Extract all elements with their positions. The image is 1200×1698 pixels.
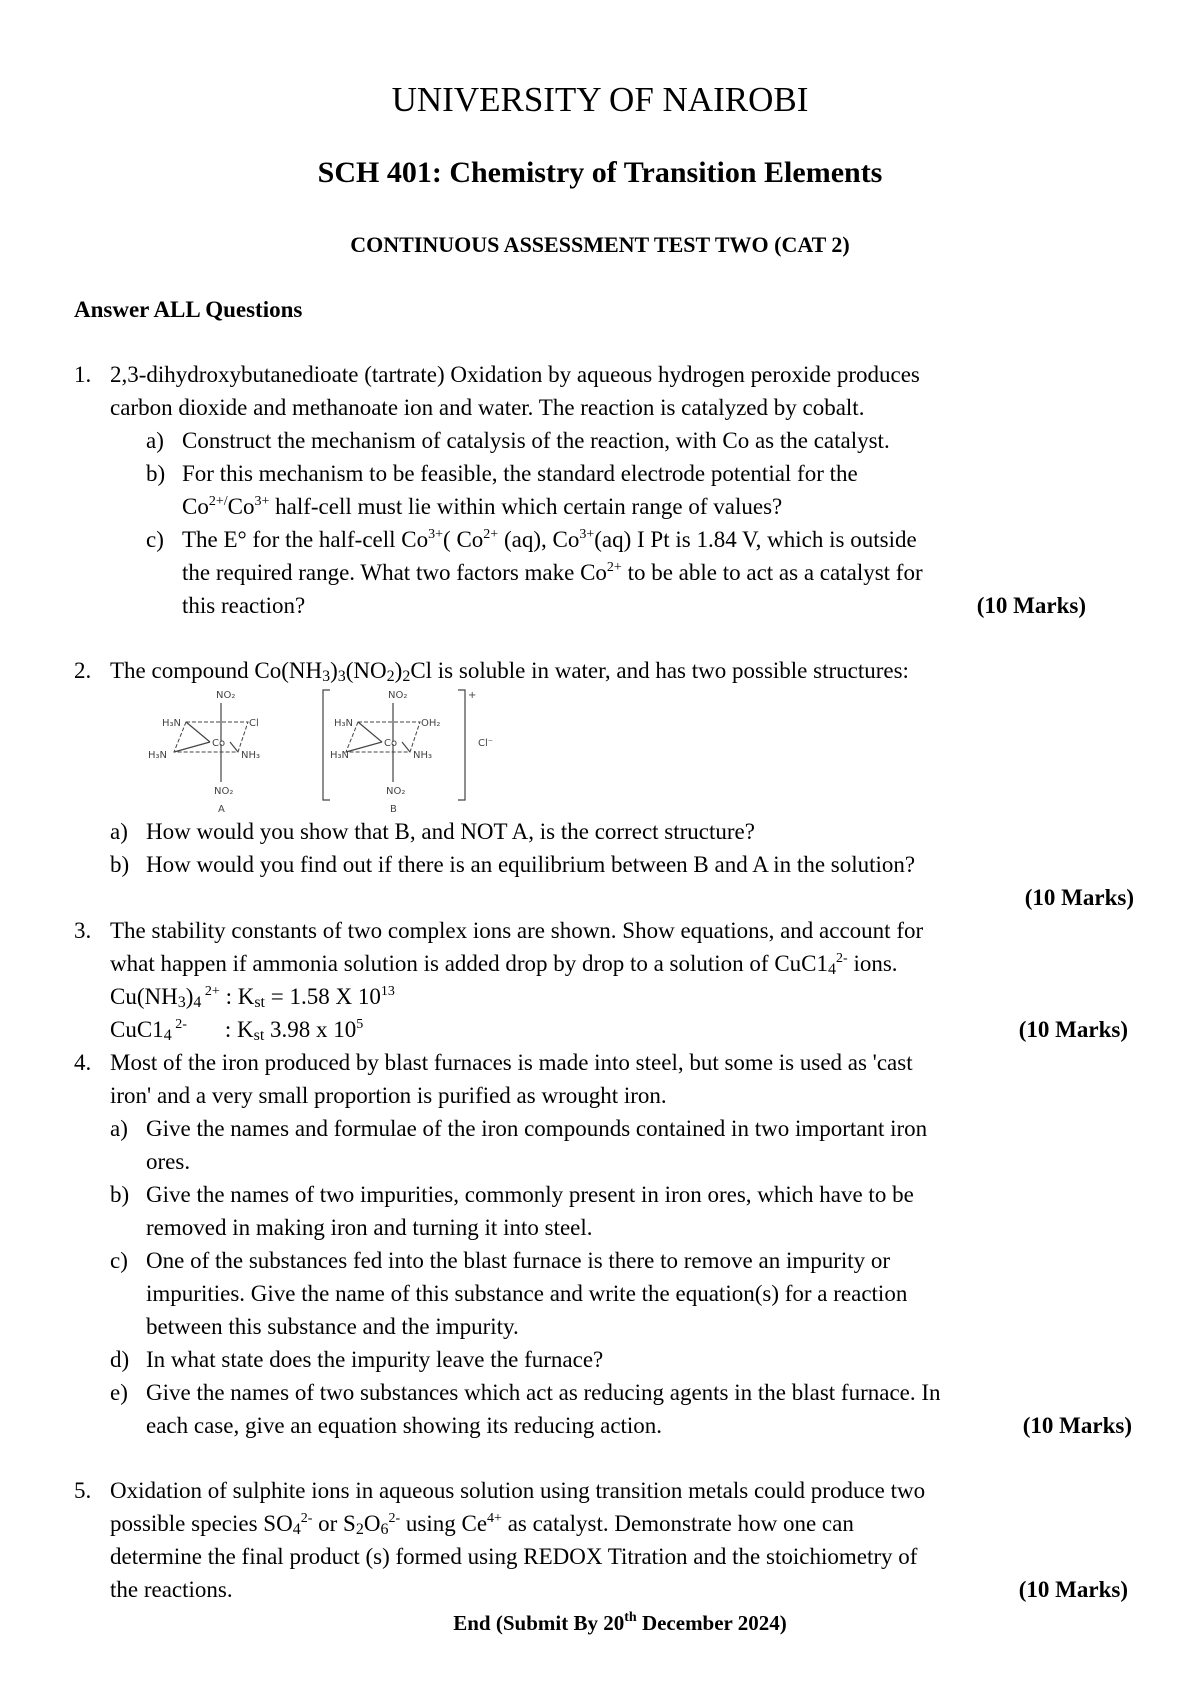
q1-number: 1.	[74, 362, 92, 387]
q1-line-1: 2,3-dihydroxybutanedioate (tartrate) Oxidation by aqueous hydrogen peroxide produces	[110, 362, 920, 387]
q4c-line-3: between this substance and the impurity.	[146, 1314, 519, 1339]
b-charge: +	[468, 690, 477, 701]
b-no2-bottom: NO₂	[386, 786, 406, 797]
q1c-label: c)	[146, 527, 164, 552]
q3-equation-1: $Cu(NH_3)_4$ $^{2+}$ : $K_{st} = 1.58$ X $10^{13}$	[110, 984, 395, 1011]
q2-marks: (10 Marks)	[1024, 885, 1134, 910]
q4e-line-2: each case, give an equation showing its reducing action.	[146, 1413, 663, 1438]
structure-b	[323, 690, 493, 814]
q4c-line-2: impurities. Give the name of this substance and write the equation(s) for a reaction	[146, 1281, 908, 1306]
q5-line-4: the reactions.	[110, 1577, 233, 1602]
b-co: Co	[384, 738, 398, 749]
q3-equation-2: $CuC1_4$ $^{2-}$ : $K_{st}$ 3.98 x $10^5$	[110, 1017, 364, 1044]
q5-line-3: determine the final product (s) formed using REDOX Titration and the stoichiometry of	[110, 1544, 918, 1569]
q1a-text: Construct the mechanism of catalysis of the reaction, with Co as the catalyst.	[182, 428, 890, 453]
structure-a	[148, 690, 260, 814]
q3-marks: (10 Marks)	[1018, 1017, 1128, 1042]
q4e-line-1: Give the names of two substances which act as reducing agents in the blast furnace. In	[146, 1380, 941, 1405]
a-cl: Cl	[249, 718, 259, 729]
q1b-label: b)	[146, 461, 166, 486]
a-no2-bottom: NO₂	[214, 786, 234, 797]
b-h3n-upper: H₃N	[334, 718, 354, 729]
a-label: A	[218, 804, 225, 814]
q4b-line-1: Give the names of two impurities, commonly present in iron ores, which have to be	[146, 1182, 914, 1207]
q4c-label: c)	[110, 1248, 128, 1273]
q1c-line-3: this reaction?	[182, 593, 306, 618]
submission-deadline: End (Submit By 20th December 2024)	[453, 1610, 787, 1635]
a-no2-top: NO₂	[216, 690, 236, 701]
q1b-line-1: For this mechanism to be feasible, the standard electrode potential for the	[182, 461, 858, 486]
q4b-label: b)	[110, 1182, 130, 1207]
q2-line-1: The compound $Co(NH_3)_3(NO_2)_2Cl$ is soluble in water, and has two possible structures:	[110, 658, 909, 685]
q2b-text: How would you find out if there is an equilibrium between B and A in the solution?	[146, 852, 916, 877]
b-no2-top: NO₂	[388, 690, 408, 701]
q1a-label: a)	[146, 428, 164, 453]
a-h3n-upper: H₃N	[162, 718, 182, 729]
b-counter-ion: Cl⁻	[478, 738, 494, 749]
b-h3n-lower: H₃N	[330, 750, 350, 761]
a-co: Co	[212, 738, 226, 749]
q3-line-2: what happen if ammonia solution is added drop by drop to a solution of $CuC1_4^{2-}$ ions.	[110, 951, 898, 978]
q2-number: 2.	[74, 658, 92, 683]
q4a-line-1: Give the names and formulae of the iron compounds contained in two important iron	[146, 1116, 928, 1141]
q1c-line-1: The E° for the half-cell $Co^{3+}$( $Co^{2+}$ (aq), $Co^{3+}(aq)$ I Pt is 1.84 V, which is outside	[182, 527, 917, 552]
q4a-line-2: ores.	[146, 1149, 191, 1174]
q4b-line-2: removed in making iron and turning it into steel.	[146, 1215, 593, 1240]
q4d-text: In what state does the impurity leave the furnace?	[146, 1347, 604, 1372]
q4-line-1: Most of the iron produced by blast furnaces is made into steel, but some is used as 'cast	[110, 1050, 913, 1075]
b-label: B	[390, 804, 397, 814]
b-nh3: NH₃	[413, 750, 433, 761]
b-oh2: OH₂	[421, 718, 441, 729]
q2b-label: b)	[110, 852, 130, 877]
a-nh3: NH₃	[241, 750, 261, 761]
q4-number: 4.	[74, 1050, 92, 1075]
q4-line-2: iron' and a very small proportion is purified as wrought iron.	[110, 1083, 667, 1108]
structures-figure	[148, 686, 528, 814]
course-title: SCH 401: Chemistry of Transition Elements	[317, 156, 883, 189]
q4a-label: a)	[110, 1116, 128, 1141]
q1b-line-2: $Co^{2+/}Co^{3+}$ half-cell must lie within which certain range of values?	[182, 494, 783, 519]
q5-line-1: Oxidation of sulphite ions in aqueous solution using transition metals could produce two	[110, 1478, 926, 1503]
q4-marks: (10 Marks)	[1022, 1413, 1132, 1438]
q2a-text: How would you show that B, and NOT A, is the correct structure?	[146, 819, 755, 844]
q5-number: 5.	[74, 1478, 92, 1503]
q4d-label: d)	[110, 1347, 130, 1372]
q3-number: 3.	[74, 918, 92, 943]
q3-line-1: The stability constants of two complex ions are shown. Show equations, and account for	[110, 918, 924, 943]
q4e-label: e)	[110, 1380, 128, 1405]
instructions: Answer ALL Questions	[74, 297, 303, 322]
q1-line-2: carbon dioxide and methanoate ion and water. The reaction is catalyzed by cobalt.	[110, 395, 865, 420]
q5-line-2: possible species $SO_4^{2-}$ or $S_2O_6^{2-}$ using $Ce^{4+}$ as catalyst. Demonstrate how one can	[110, 1511, 854, 1538]
a-h3n-lower: H₃N	[148, 750, 168, 761]
q5-marks: (10 Marks)	[1018, 1577, 1128, 1602]
q4c-line-1: One of the substances fed into the blast furnace is there to remove an impurity or	[146, 1248, 891, 1273]
test-title: CONTINUOUS ASSESSMENT TEST TWO (CAT 2)	[350, 232, 850, 257]
q1c-line-2: the required range. What two factors make $Co^{2+}$ to be able to act as a catalyst for	[182, 560, 923, 585]
q2a-label: a)	[110, 819, 128, 844]
university-title: UNIVERSITY OF NAIROBI	[391, 80, 809, 119]
q1-marks: (10 Marks)	[976, 593, 1086, 618]
